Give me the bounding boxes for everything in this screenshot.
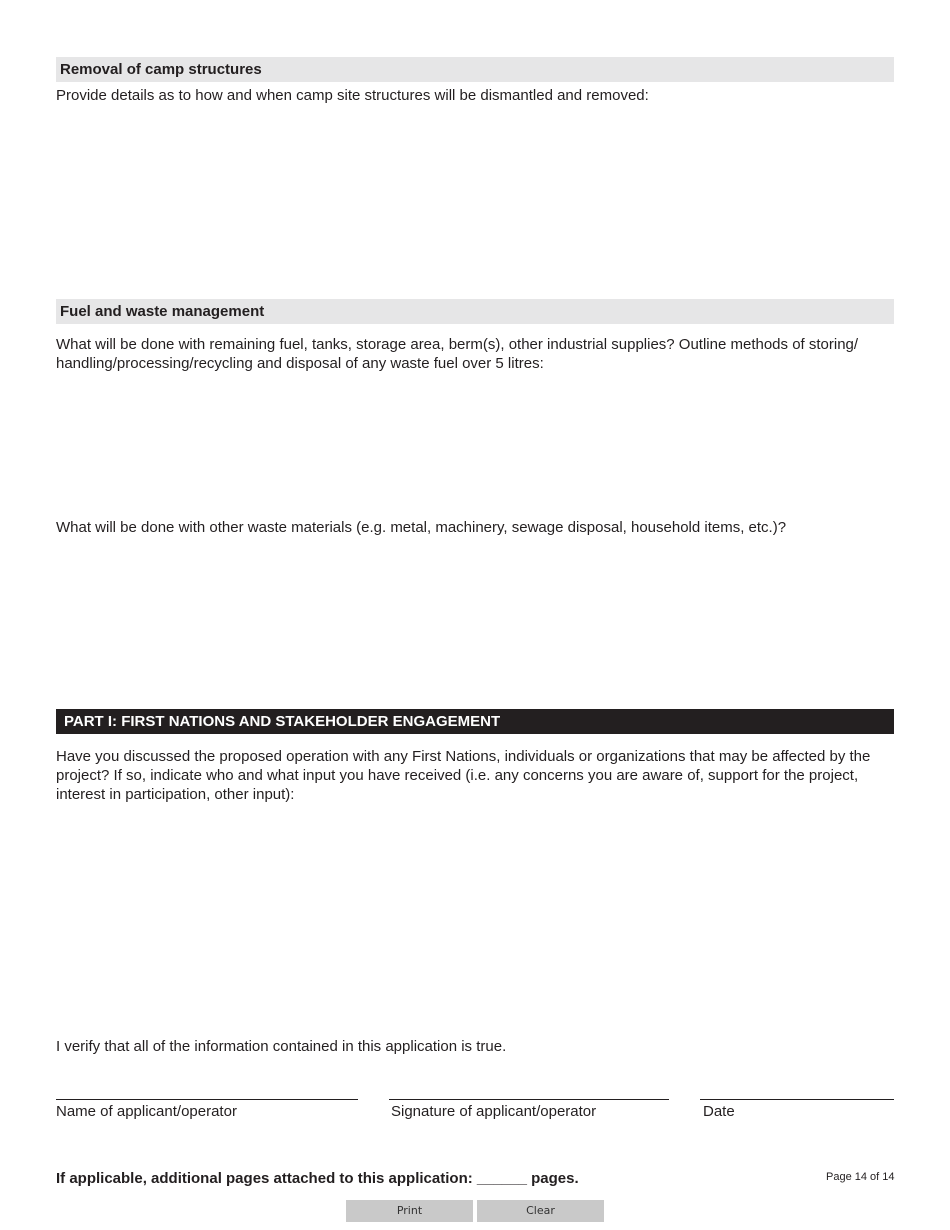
fuel-prompt: What will be done with remaining fuel, tanks, storage area, berm(s), other industrial supplies? Outline methods of storing/ handling/processing/recycling and disposal of any waste fuel over 5 litres: bbox=[56, 336, 859, 372]
engagement-prompt: Have you discussed the proposed operation with any First Nations, individuals or organizations that may be affected by the project? If so, indicate who and what input you have received (i.e. any concerns you are aware of, support for the project, interest in participation, other input): bbox=[56, 748, 871, 803]
fuel-section-heading: Fuel and waste management bbox=[56, 299, 894, 324]
name-label: Name of applicant/operator bbox=[56, 1103, 237, 1120]
date-label: Date bbox=[703, 1103, 735, 1120]
removal-section-heading: Removal of camp structures bbox=[56, 57, 894, 82]
removal-prompt: Provide details as to how and when camp site structures will be dismantled and removed: bbox=[56, 87, 649, 104]
fuel-details-field[interactable] bbox=[56, 376, 894, 511]
name-signature-line[interactable] bbox=[56, 1099, 358, 1100]
date-signature-line[interactable] bbox=[700, 1099, 894, 1100]
page-number: Page 14 of 14 bbox=[826, 1171, 895, 1183]
signature-label: Signature of applicant/operator bbox=[391, 1103, 597, 1120]
clear-button[interactable]: Clear bbox=[477, 1200, 604, 1222]
part-i-heading: PART I: FIRST NATIONS AND STAKEHOLDER ENGAGEMENT bbox=[56, 709, 894, 734]
verification-statement: I verify that all of the information contained in this application is true. bbox=[56, 1038, 507, 1055]
removal-details-field[interactable] bbox=[56, 108, 894, 293]
waste-details-field[interactable] bbox=[56, 540, 894, 700]
attached-pages-note: If applicable, additional pages attached to this application: ______ pages. bbox=[56, 1170, 579, 1187]
print-button[interactable]: Print bbox=[346, 1200, 473, 1222]
waste-prompt: What will be done with other waste materials (e.g. metal, machinery, sewage disposal, household items, etc.)? bbox=[56, 519, 787, 536]
engagement-details-field[interactable] bbox=[56, 808, 894, 1023]
signature-line[interactable] bbox=[389, 1099, 669, 1100]
